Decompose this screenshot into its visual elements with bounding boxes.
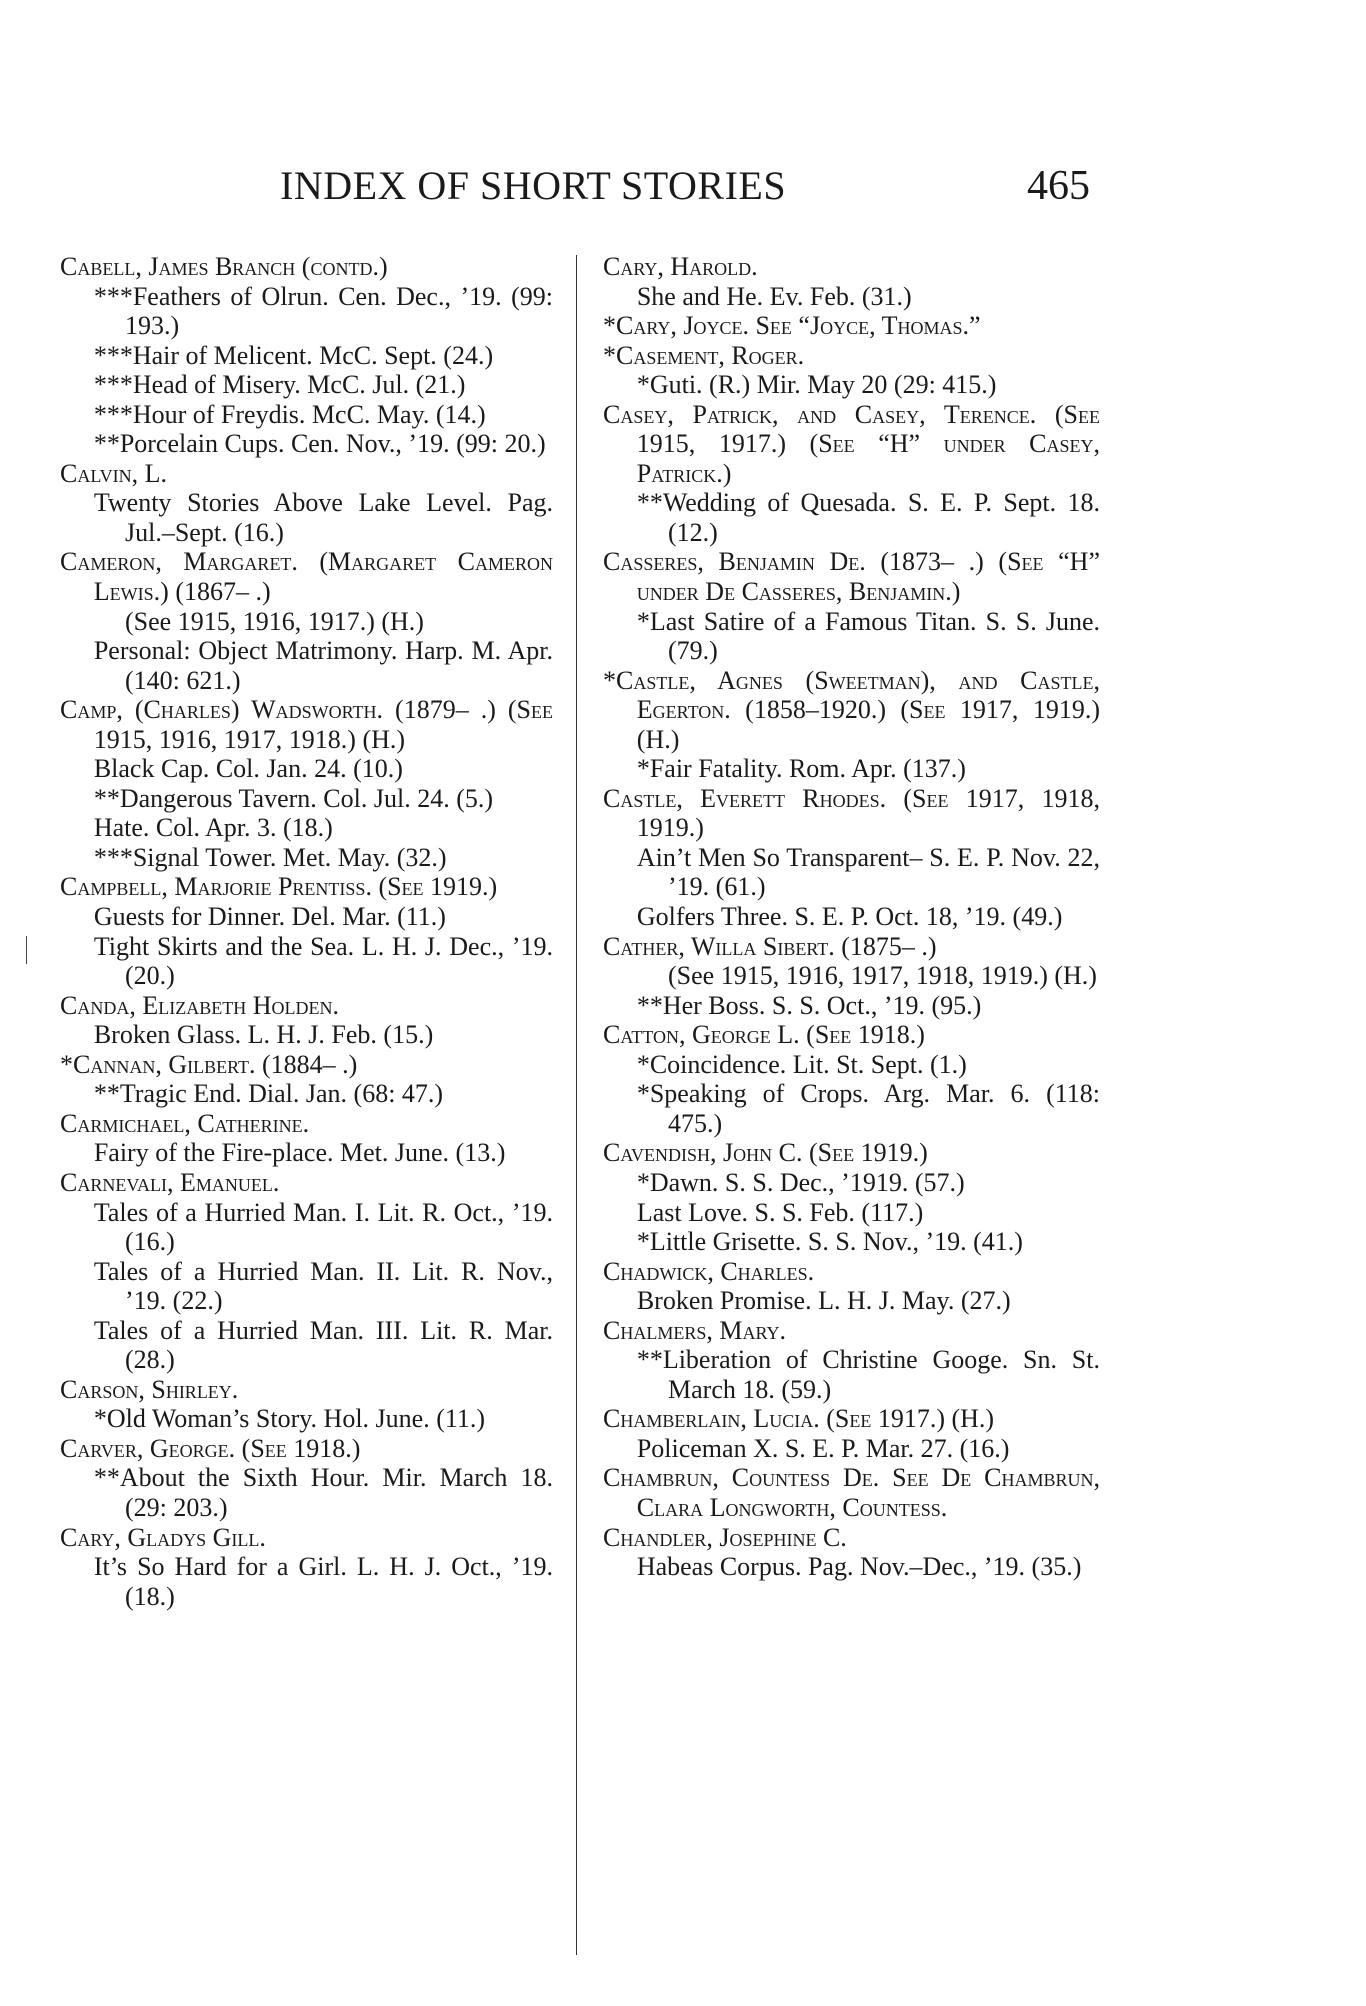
author-heading: Cabell, James Branch (contd.) (60, 252, 388, 281)
left-column (60, 252, 553, 1611)
author-heading: Casseres, Benjamin De. (1873– .) (See “H” under De Casseres, Benjamin.) (603, 547, 1100, 607)
story-entry: *Coincidence. Lit. St. Sept. (1.) (636, 1049, 967, 1079)
story-entry: Fairy of the Fire-place. Met. June. (13.) (93, 1138, 506, 1168)
story-entry: *Speaking of Crops. Arg. Mar. 6. (118: 475.) (636, 1079, 1100, 1138)
author-heading: *Casement, Roger. (603, 340, 805, 370)
story-entry: Tight Skirts and the Sea. L. H. J. Dec., ’19. (20.) (93, 931, 553, 991)
story-entry: Guests for Dinner. Del. Mar. (11.) (93, 902, 446, 932)
story-entry: ***Feathers of Olrun. Cen. Dec., ’19. (99: 193.) (93, 281, 553, 341)
story-entry: Broken Glass. L. H. J. Feb. (15.) (93, 1020, 434, 1050)
author-heading: Catton, George L. (See 1918.) (603, 1020, 925, 1050)
story-entry: Tales of a Hurried Man. II. Lit. R. Nov., ’19. (22.) (93, 1256, 553, 1316)
story-entry: *Old Woman’s Story. Hol. June. (11.) (93, 1404, 486, 1434)
page-number: 465 (1027, 163, 1090, 209)
story-entry: **Liberation of Christine Googe. Sn. St. March 18. (59.) (636, 1345, 1100, 1404)
story-entry: **Porcelain Cups. Cen. Nov., ’19. (99: 20.) (93, 429, 546, 459)
author-heading: Camp, (Charles) Wadsworth. (1879– .) (See 1915, 1916, 1917, 1918.) (H.) (60, 695, 553, 754)
story-entry: Habeas Corpus. Pag. Nov.–Dec., ’19. (35.) (636, 1552, 1082, 1582)
author-heading: Castle, Everett Rhodes. (See 1917, 1918, 1919.) (603, 783, 1100, 843)
story-entry: *Little Grisette. S. S. Nov., ’19. (41.) (636, 1227, 1023, 1257)
story-entry: Broken Promise. L. H. J. May. (27.) (636, 1286, 1011, 1316)
story-entry: Black Cap. Col. Jan. 24. (10.) (93, 754, 403, 784)
author-heading: Cameron, Margaret. (Margaret Cameron Lewis.) (1867– .) (60, 547, 553, 607)
story-entry: Personal: Object Matrimony. Harp. M. Apr. (140: 621.) (93, 636, 553, 695)
author-heading: Carver, George. (See 1918.) (60, 1433, 361, 1463)
author-heading: Casey, Patrick, and Casey, Terence. (See 1915, 1917.) (See “H” under Casey, Patrick.) (603, 399, 1100, 488)
story-entry: **Wedding of Quesada. S. E. P. Sept. 18. (12.) (636, 488, 1100, 547)
story-entry: **Tragic End. Dial. Jan. (68: 47.) (93, 1079, 444, 1109)
story-entry: Tales of a Hurried Man. III. Lit. R. Mar. (28.) (93, 1315, 553, 1375)
story-entry: Hate. Col. Apr. 3. (18.) (93, 813, 333, 843)
author-heading: Calvin, L. (60, 458, 168, 488)
author-heading: Carmichael, Catherine. (60, 1108, 310, 1138)
story-entry: **Dangerous Tavern. Col. Jul. 24. (5.) (93, 783, 494, 813)
author-heading: Chadwick, Charles. (603, 1256, 815, 1286)
story-entry: It’s So Hard for a Girl. L. H. J. Oct., ’19. (18.) (93, 1552, 553, 1611)
story-entry: Last Love. S. S. Feb. (117.) (636, 1197, 924, 1227)
story-entry: *Dawn. S. S. Dec., ’1919. (57.) (636, 1167, 965, 1197)
author-heading: *Cary, Joyce. See “Joyce, Thomas.” (603, 311, 981, 341)
author-heading: Canda, Elizabeth Holden. (60, 990, 339, 1020)
column-divider (576, 255, 577, 1955)
story-entry: Golfers Three. S. E. P. Oct. 18, ’19. (49.) (636, 902, 1063, 932)
story-entry: *Last Satire of a Famous Titan. S. S. June. (79.) (636, 606, 1100, 666)
author-heading: Chandler, Josephine C. (603, 1522, 847, 1552)
story-entry: ***Hour of Freydis. McC. May. (14.) (93, 399, 486, 429)
story-entry: **Her Boss. S. S. Oct., ’19. (95.) (636, 990, 982, 1020)
story-entry: Tales of a Hurried Man. I. Lit. R. Oct., ’19. (16.) (93, 1197, 553, 1257)
author-heading: Cary, Gladys Gill. (60, 1522, 266, 1552)
author-heading: Campbell, Marjorie Prentiss. (See 1919.) (60, 872, 498, 902)
story-entry: ***Hair of Melicent. McC. Sept. (24.) (93, 340, 494, 370)
author-heading: Cary, Harold. (603, 252, 758, 281)
margin-mark (26, 936, 27, 964)
right-column (603, 252, 1100, 1582)
author-note: (See 1915, 1916, 1917, 1918, 1919.) (H.) (668, 961, 1097, 991)
story-entry: She and He. Ev. Feb. (31.) (636, 281, 912, 311)
story-entry: Policeman X. S. E. P. Mar. 27. (16.) (636, 1433, 1010, 1463)
story-entry: Ain’t Men So Transparent– S. E. P. Nov. 22, ’19. (61.) (636, 842, 1100, 902)
author-heading: Cavendish, John C. (See 1919.) (603, 1138, 928, 1168)
story-entry: *Fair Fatality. Rom. Apr. (137.) (636, 754, 966, 784)
page-header (280, 162, 1090, 222)
author-heading: *Cannan, Gilbert. (1884– .) (60, 1049, 358, 1079)
story-entry: ***Head of Misery. McC. Jul. (21.) (93, 370, 466, 400)
running-title: INDEX OF SHORT STORIES (280, 163, 787, 208)
author-heading: Chamberlain, Lucia. (See 1917.) (H.) (603, 1404, 995, 1434)
author-heading: Carson, Shirley. (60, 1374, 239, 1404)
author-heading: Carnevali, Emanuel. (60, 1167, 280, 1197)
story-entry: ***Signal Tower. Met. May. (32.) (93, 842, 447, 872)
author-heading: Chalmers, Mary. (603, 1315, 786, 1345)
author-heading: Cather, Willa Sibert. (1875– .) (603, 931, 937, 961)
story-entry: *Guti. (R.) Mir. May 20 (29: 415.) (636, 370, 997, 400)
story-entry: Twenty Stories Above Lake Level. Pag. Jul.–Sept. (16.) (93, 488, 553, 547)
author-heading: Chambrun, Countess De. See De Chambrun, Clara Longworth, Countess. (603, 1463, 1100, 1522)
story-entry: **About the Sixth Hour. Mir. March 18. (29: 203.) (93, 1463, 553, 1522)
author-heading: *Castle, Agnes (Sweetman), and Castle, Egerton. (1858–1920.) (See 1917, 1919.) (H.) (603, 665, 1100, 754)
author-note: (See 1915, 1916, 1917.) (H.) (125, 606, 424, 636)
